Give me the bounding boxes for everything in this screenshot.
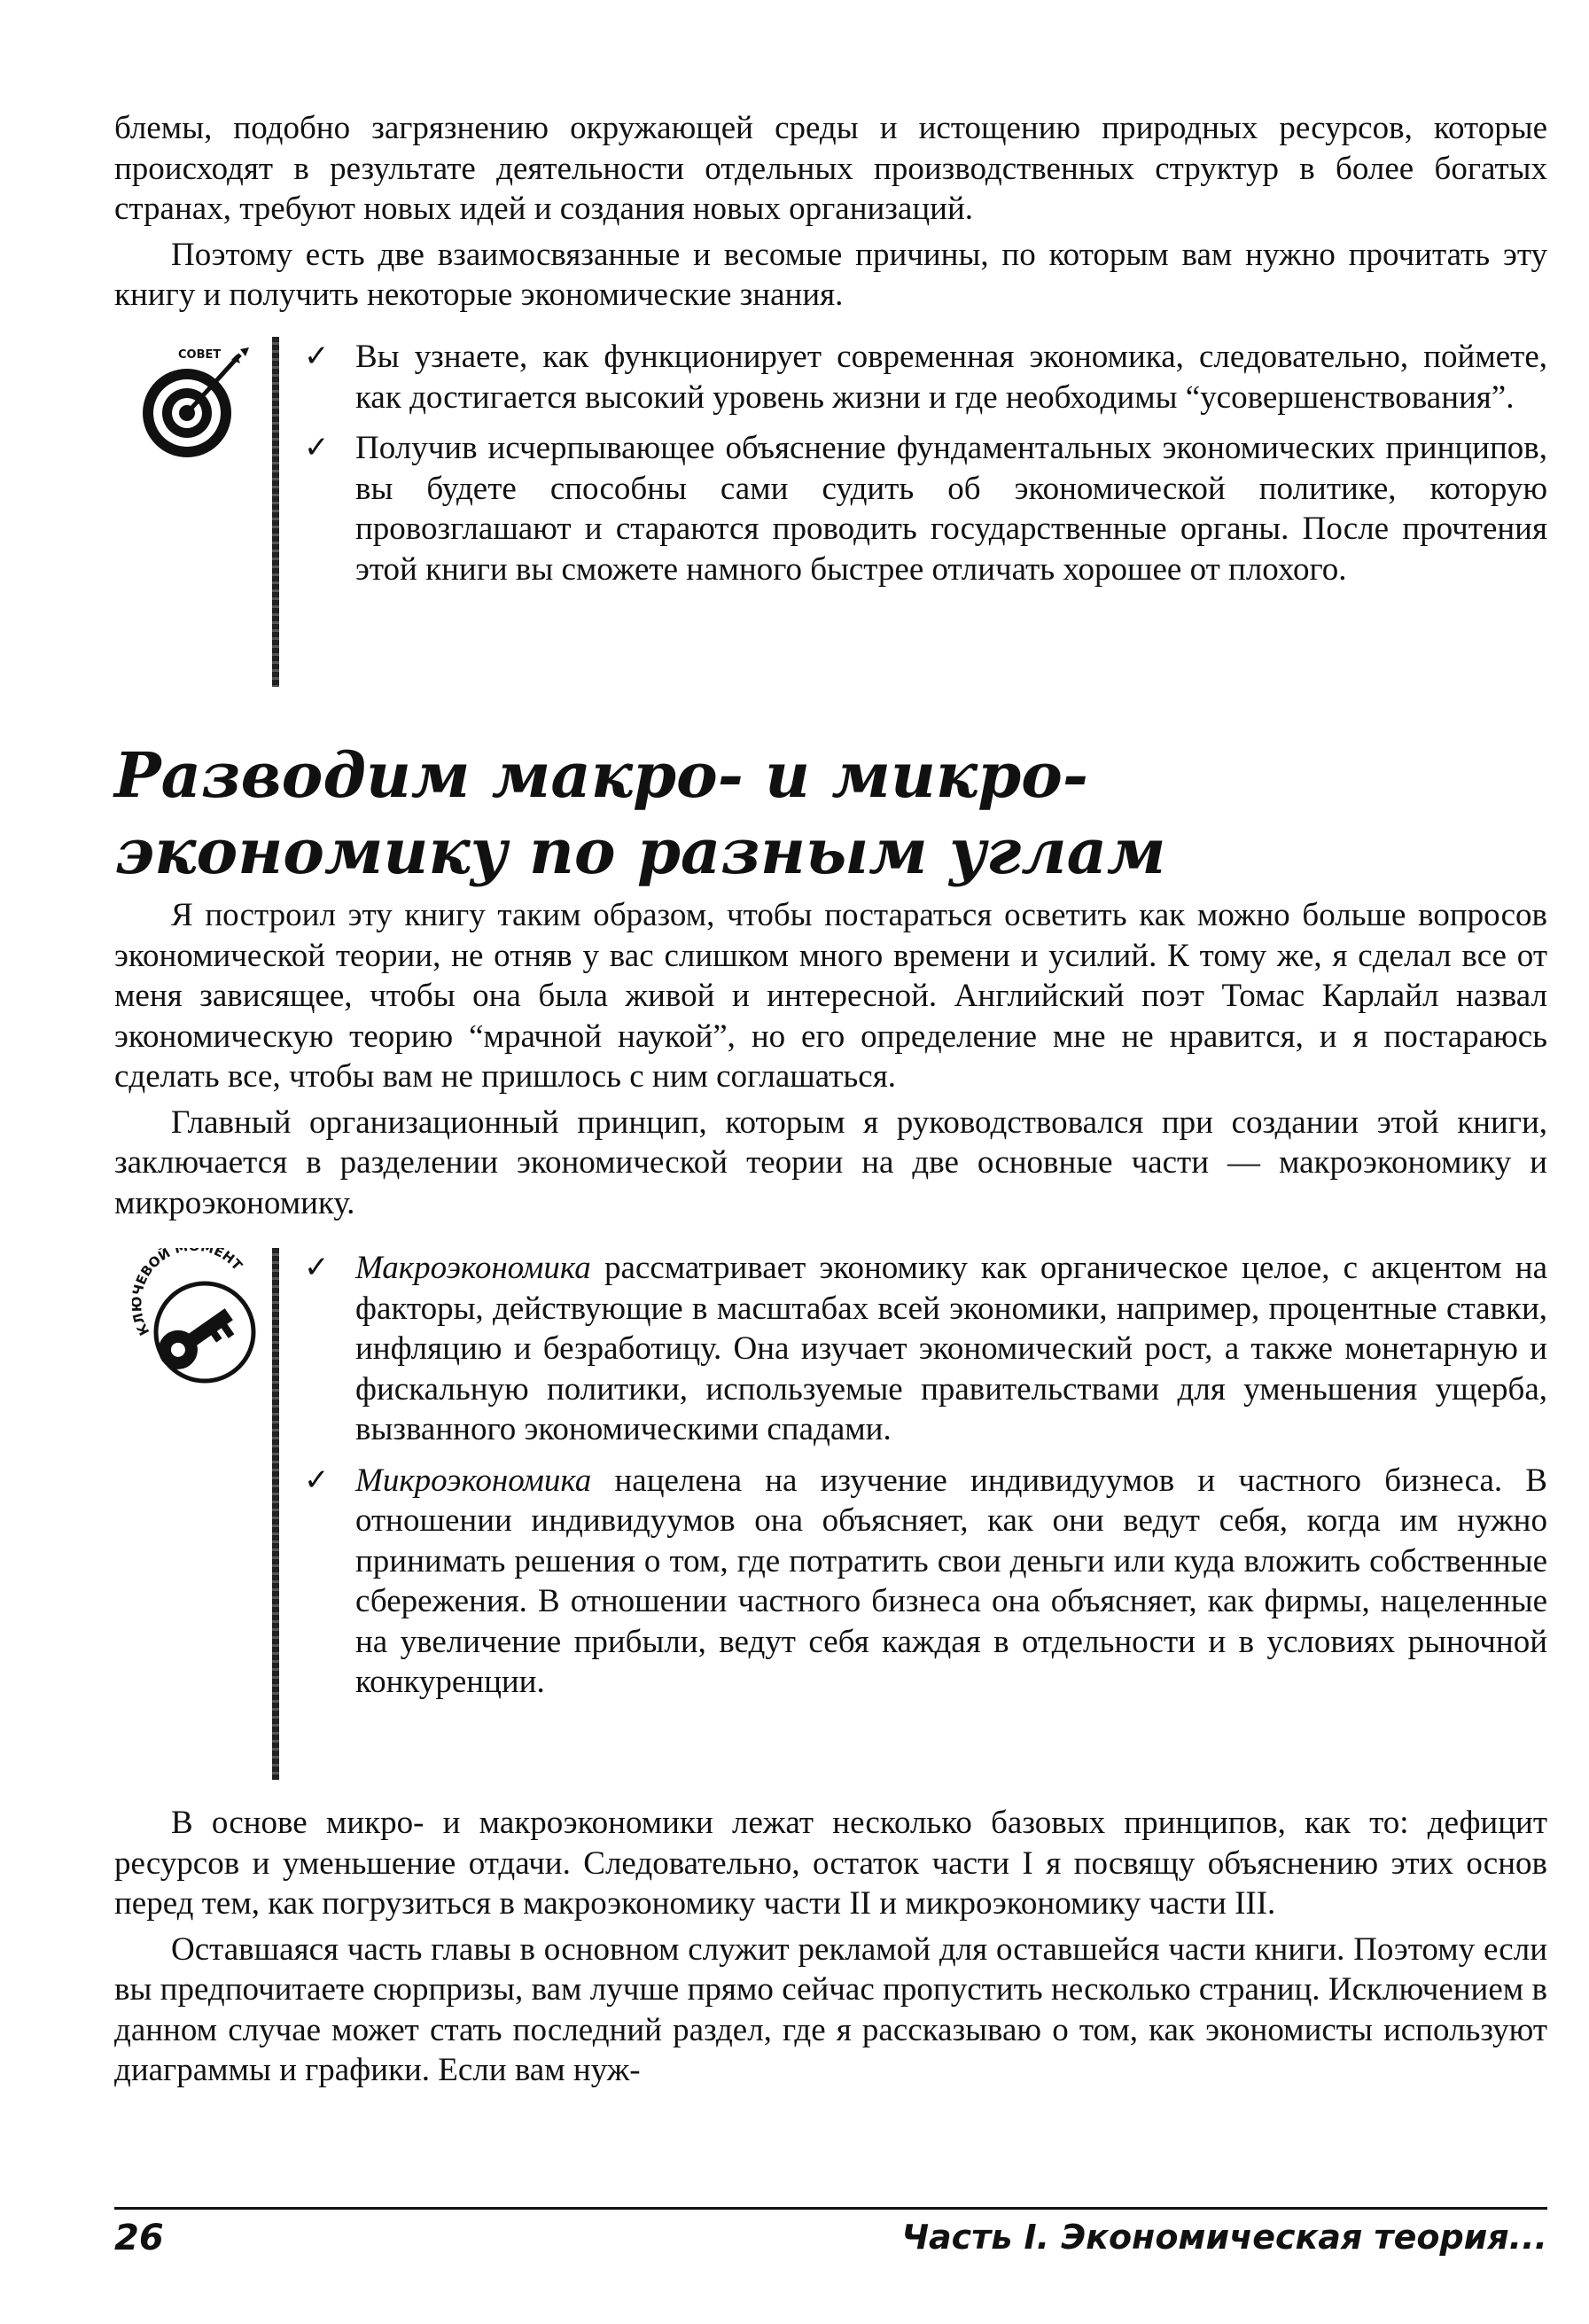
running-title: Часть I. Экономическая теория... xyxy=(901,2218,1547,2257)
outro-paragraph-1: В основе микро- и макроэкономики лежат несколько базовых принципов, как то: дефицит ресурсов и уменьшение отдачи. Следовательно, остаток части I я посвящу объяснению этих основ перед тем, как погрузиться в макроэкономику части II и микроэкономику части III. xyxy=(114,1805,1547,1922)
checkmark-icon: ✓ xyxy=(304,430,330,465)
checkmark-icon: ✓ xyxy=(304,1250,330,1285)
outro-paragraph-2: Оставшаяся часть главы в основном служит рекламой для оставшейся части книги. Поэтому если вы предпочитаете сюрпризы, вам лучше прямо сейчас пропустить несколько страниц. Исключением в данном случае может стать последний раздел, где я рассказываю о том, как экономисты используют диаграммы и графики. Если вам нуж- xyxy=(114,1930,1547,2088)
tip-list xyxy=(304,337,1547,600)
tip-box-sidebar-rule xyxy=(272,337,279,687)
checkmark-icon: ✓ xyxy=(304,339,330,374)
key-icon-label: К ЕВОЙ ЕНТ xyxy=(132,1248,245,1338)
outro-text xyxy=(114,1803,1547,2091)
list-item xyxy=(304,1461,1547,1703)
list-item xyxy=(304,337,1547,417)
key-box-sidebar-rule xyxy=(272,1248,279,1780)
intro-paragraph-1: блемы, подобно загрязнению окружающей среды и истощению природных ресурсов, которые происходят в результате деятельности отдельных производственных структур в более богатых странах, требуют новых идей и создания новых организаций. xyxy=(114,110,1547,227)
section-text xyxy=(114,895,1547,1223)
intro-text xyxy=(114,108,1547,316)
list-item xyxy=(304,428,1547,589)
macro-term: Макроэкономика xyxy=(355,1250,591,1286)
tip-icon-label: СОВЕТ xyxy=(178,348,222,362)
section-heading-line-1: Разводим макро- и микро- xyxy=(114,738,1088,812)
key-point-list xyxy=(304,1248,1547,1713)
micro-term: Микроэкономика xyxy=(355,1462,592,1499)
key-point-box xyxy=(114,1248,1547,1780)
section-paragraph-2: Главный организационный принцип, которым я руководствовался при создании этой книги, заключается в разделении экономической теории на две основные части — макроэкономику и микроэкономику. xyxy=(114,1104,1547,1221)
tip-box xyxy=(114,337,1547,687)
macro-definition: рассматривает экономику как органическое целое, с акцентом на факторы, действующие в масштабах всей экономики, например, процентные ставки, инфляцию и безработицу. Она изучает экономический рост, а также монетарную и фискальную политики, используемые правительствами для уменьшения ущерба, вызванного экономическими спадами. xyxy=(355,1250,1547,1447)
section-paragraph-1: Я построил эту книгу таким образом, чтобы постараться осветить как можно больше вопросов экономической теории, не отняв у вас слишком много времени и усилий. К тому же, я сделал все от меня зависящее, чтобы она была живой и интересной. Английский поэт Томас Карлайл назвал экономическую теорию “мрачной наукой”, но его определение мне не нравится, и я постараюсь сделать все, чтобы вам не пришлось с ним соглашаться. xyxy=(114,897,1547,1095)
intro-paragraph-2: Поэтому есть две взаимосвязанные и весомые причины, по которым вам нужно прочитать эту книгу и получить некоторые экономические знания. xyxy=(114,236,1547,313)
target-icon xyxy=(132,337,265,480)
list-item xyxy=(304,1248,1547,1450)
tip-item-1-text: Вы узнаете, как функционирует современная экономика, следовательно, поймете, как достигается высокий уровень жизни и где необходимы “усовершенствования”. xyxy=(355,339,1547,416)
checkmark-icon: ✓ xyxy=(304,1462,330,1498)
section-heading xyxy=(114,737,1550,890)
section-heading-line-2: экономику по разным углам xyxy=(114,815,1166,888)
micro-definition: нацелена на изучение индивидуумов и частного бизнеса. В отношении индивидуумов она объясняет, как они ведут себя, когда им нужно принимать решения о том, где потратить свои деньги или куда вложить собственные сбережения. В отношении частного бизнеса она объясняет, как фирмы, нацеленные на увеличение прибыли, ведут себя каждая в отдельности и в условиях рыночной конкуренции. xyxy=(355,1462,1547,1700)
tip-item-2-text: Получив исчерпывающее объяснение фундаментальных экономических принципов, вы будете способны сами судить об экономической политике, которую провозглашают и стараются проводить государственные органы. После прочтения этой книги вы сможете намного быстрее отличать хорошее от плохого. xyxy=(355,430,1547,588)
key-point-icon xyxy=(132,1248,274,1409)
footer-divider xyxy=(114,2207,1547,2210)
page-number: 26 xyxy=(114,2218,164,2258)
